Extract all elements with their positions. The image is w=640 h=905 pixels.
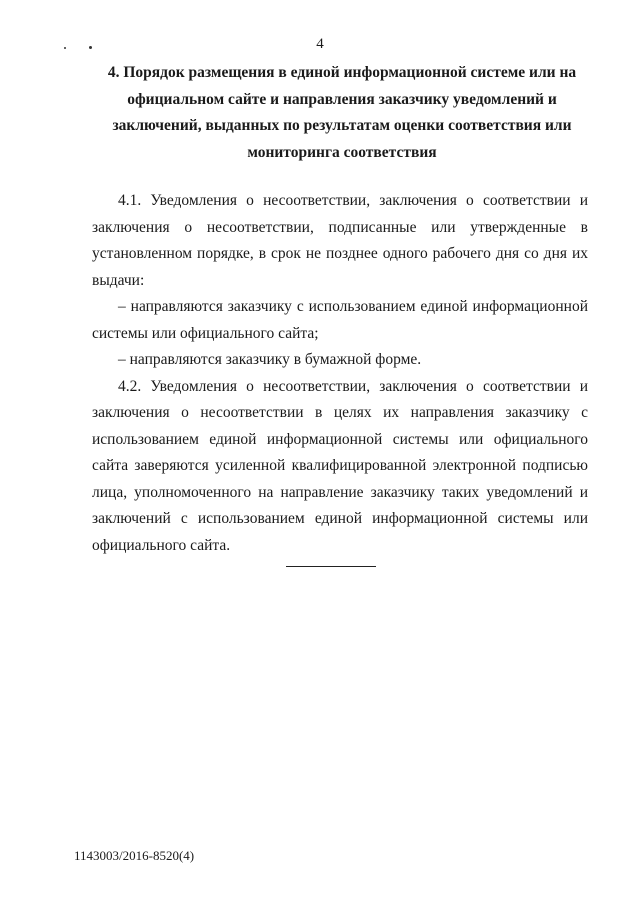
section-body <box>92 188 588 559</box>
paragraph-4-2: 4.2. Уведомления о несоответствии, заключения о соответствии и заключения о несоответствии в целях их направления заказчику с использованием единой информационной системы или официального сайта заверяются усиленной квалифицированной электронной подписью лица, уполномоченного на направление заказчику таких уведомлений и заключений с использованием единой информационной системы или официального сайта. <box>92 377 588 554</box>
section-heading: 4. Порядок размещения в единой информационной системе или на официальном сайте и направления заказчику уведомлений и заключений, выданных по результатам оценки соответствия или мониторинга соответствия <box>107 64 577 161</box>
paragraph-4-1: 4.1. Уведомления о несоответствии, заключения о соответствии и заключения о несоответствии, подписанные или утвержденные в установленном порядке, в срок не позднее одного рабочего дня со дня их выдачи: <box>92 192 588 289</box>
list-item: – направляются заказчику с использованием единой информационной системы или официального сайта; <box>92 298 588 342</box>
document-code: 1143003/2016-8520(4) <box>74 848 195 863</box>
page-number: 4 <box>316 36 324 52</box>
end-of-text-divider <box>286 566 376 567</box>
list-item: – направляются заказчику в бумажной форме. <box>118 351 422 368</box>
